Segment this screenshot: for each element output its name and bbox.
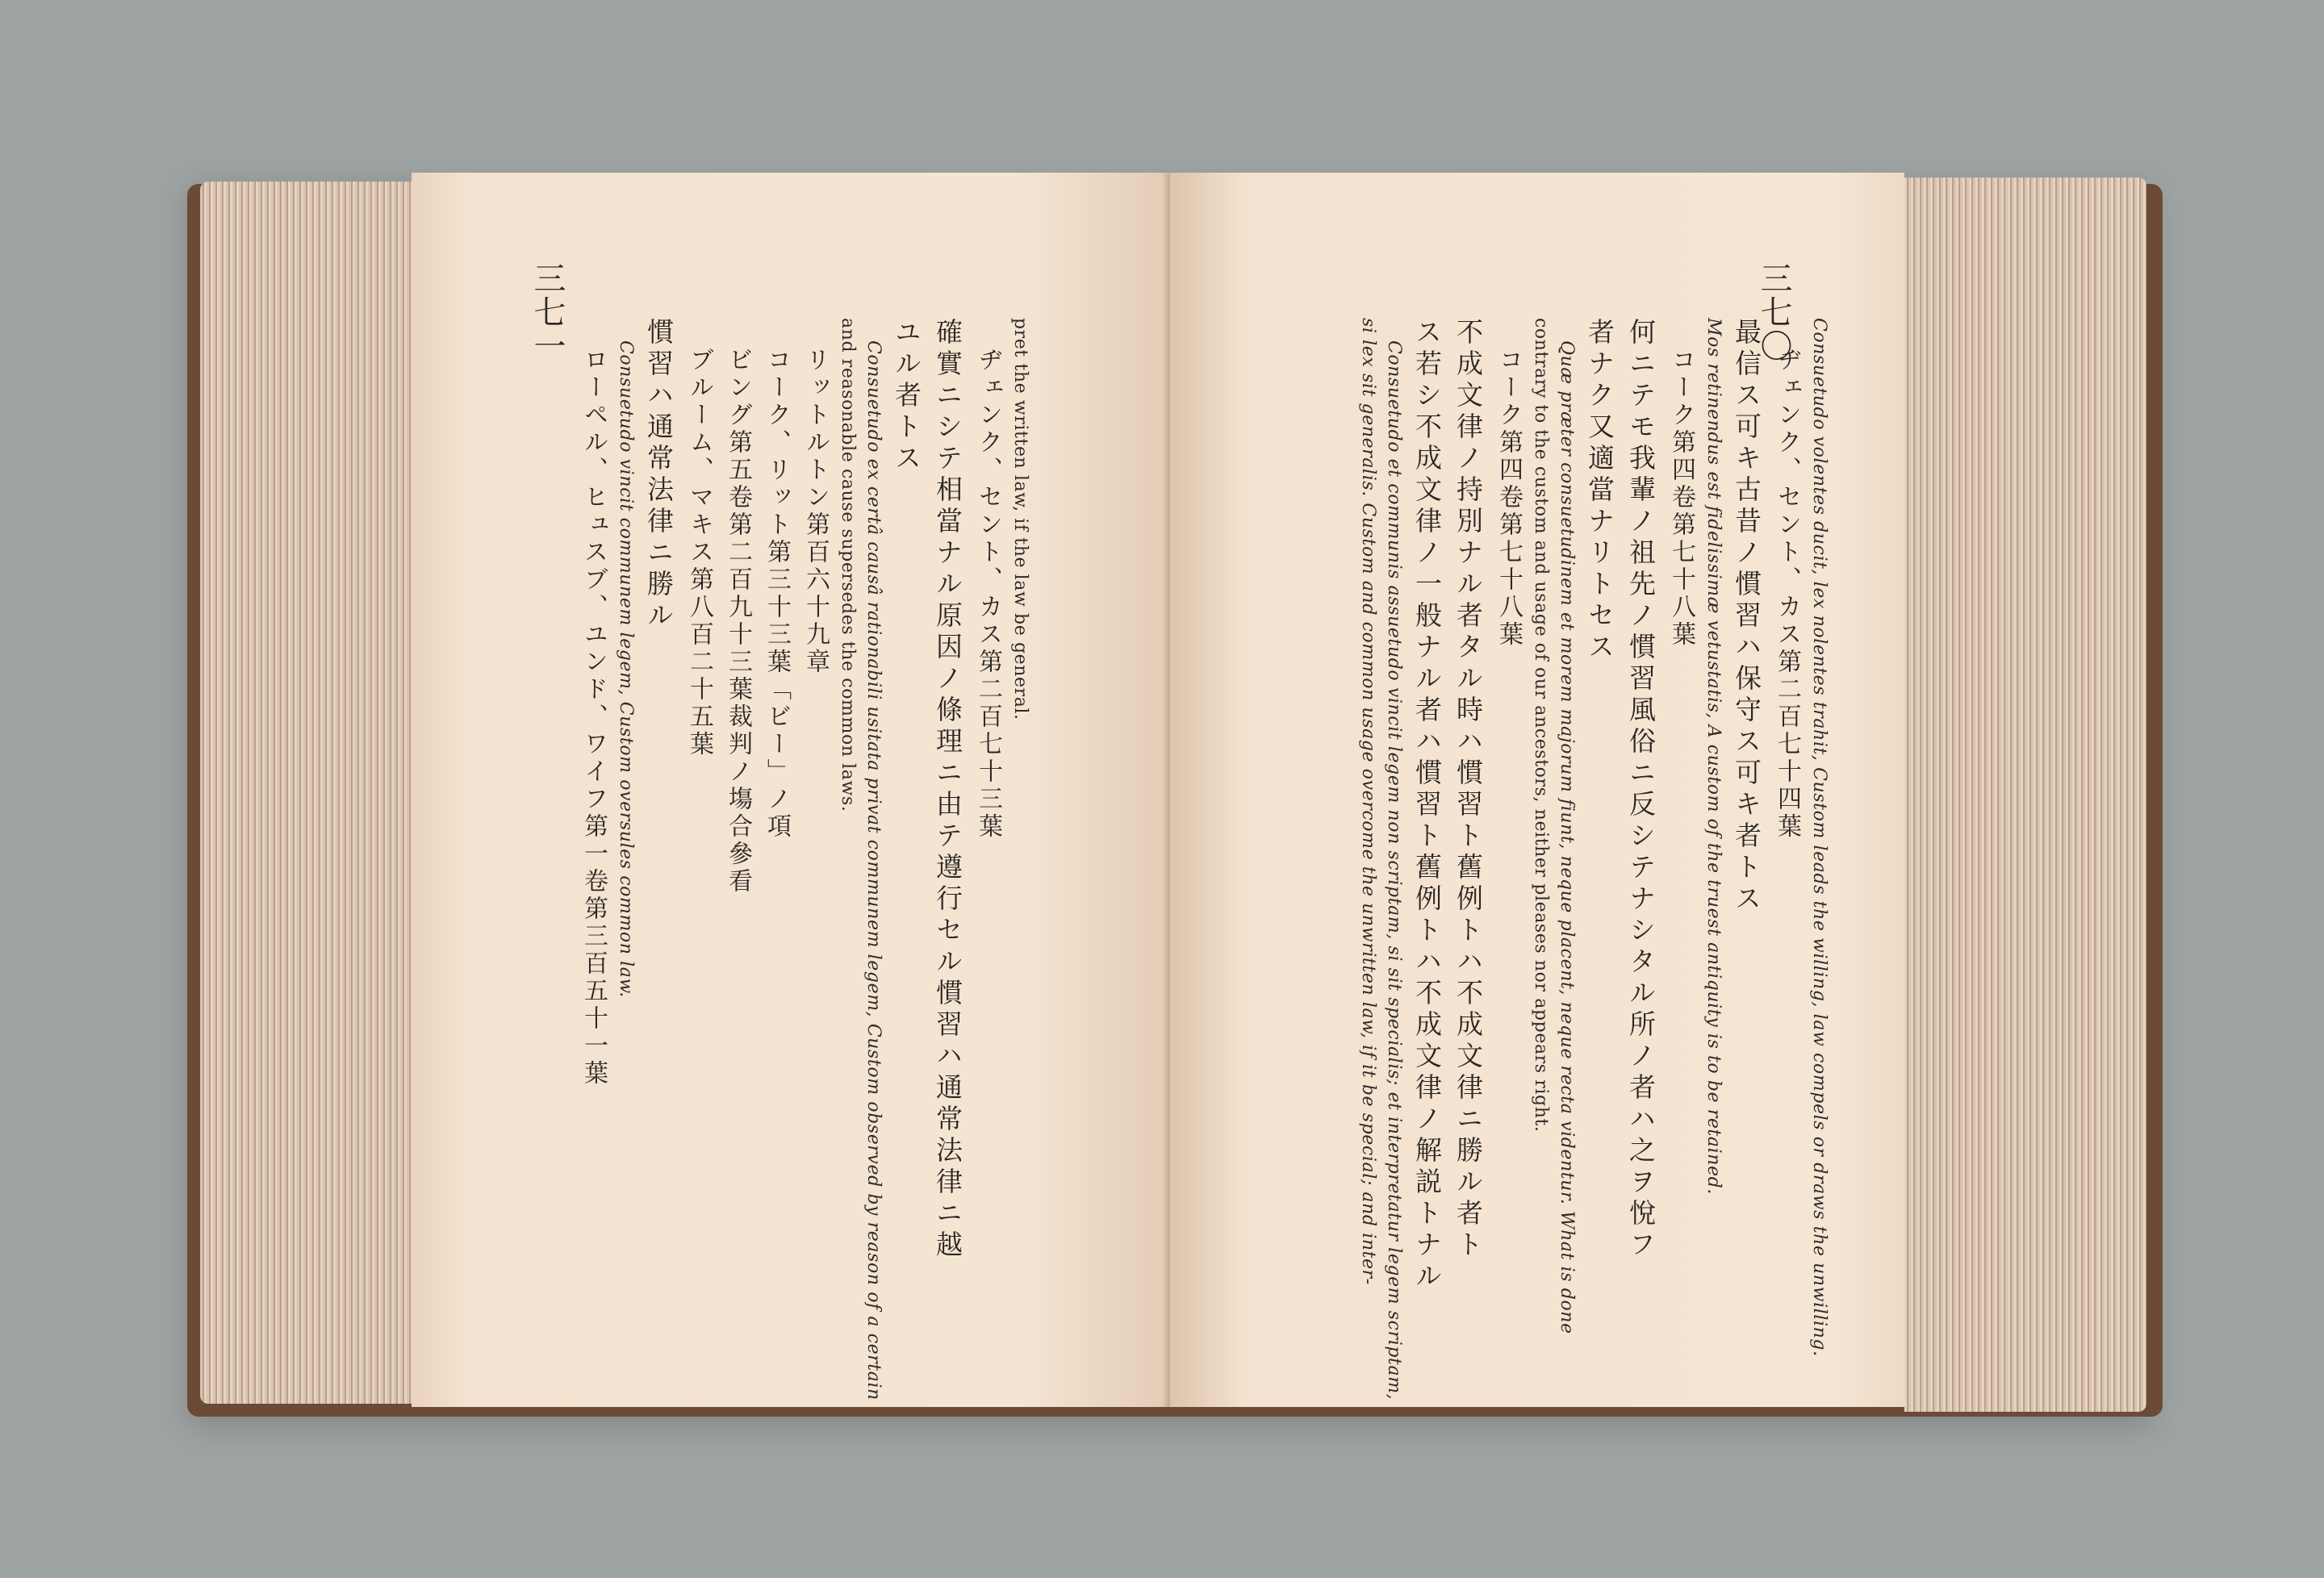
left-page-text [574, 318, 1033, 1401]
text-line: リットルトン第百六十九章 [801, 347, 830, 676]
text-line: ヂェンク、セント、カス第二百七十三葉 [974, 347, 1002, 841]
text-line: ス若シ不成文律ノ一般ナル者ハ慣習ト舊例トハ不成文律ノ解説トナル [1411, 318, 1443, 1293]
left-page [412, 173, 1170, 1407]
text-line: 最信ス可キ古昔ノ慣習ハ保守ス可キ者トス [1731, 318, 1762, 916]
text-line: 確實ニシテ相當ナル原因ノ條理ニ由テ遵行セル慣習ハ通常法律ニ越 [932, 318, 963, 1262]
text-line: pret the written law, if the law be general. [1010, 318, 1030, 720]
text-line: 不成文律ノ持別ナル者タル時ハ慣習ト舊例トハ不成文律ニ勝ル者ト [1452, 318, 1484, 1262]
text-line: 慣習ハ通常法律ニ勝ル [643, 318, 675, 632]
text-line: Mos retinendus est fidelissimæ vetustatis, A custom of the truest antiquity is to be retained. [1703, 318, 1724, 1195]
right-page-number: 三七〇 [1755, 261, 1792, 363]
text-line: Consuetudo ex certâ causâ rationabili usitata privat communem legem, Custom observed by reason of a certain [863, 340, 884, 1401]
text-line: Consuetudo et communis assuetudo vincit legem non scriptam, si sit specialis; et interpretatur legem scriptam, [1384, 340, 1404, 1401]
text-line: コーク第四卷第七十八葉 [1494, 347, 1523, 649]
text-line: Consuetudo volentes ducit, lex nolentes trahit, Custom leads the willing, law compels or draws the unwilling. [1809, 318, 1829, 1357]
text-line: コーク、リット第三十三葉「ビー」ノ項 [763, 347, 791, 841]
text-line: contrary to the custom and usage of our ancestors, neither pleases nor appears right. [1531, 318, 1551, 1133]
right-page [1170, 173, 1904, 1407]
left-page-number: 三七一 [529, 261, 566, 363]
text-line: ブルーム、マキス第八百二十五葉 [685, 347, 713, 758]
text-line: ヂェンク、セント、カス第二百七十四葉 [1773, 347, 1801, 841]
text-line: ビング第五卷第二百九十三葉裁判ノ塲合參看 [724, 347, 752, 895]
text-line: ローペル、ヒュスブ、ユンド、ワイフ第一卷第三百五十一葉 [579, 347, 608, 1087]
left-page-edges [200, 182, 426, 1404]
right-page-text [1355, 318, 1832, 1401]
text-line: 何ニテモ我輩ノ祖先ノ慣習風俗ニ反シテナシタル所ノ者ハ之ヲ悅フ [1625, 318, 1657, 1262]
text-line: 者ナク又適當ナリトセス [1584, 318, 1616, 664]
text-line: ユル者トス [891, 318, 922, 475]
right-page-edges [1904, 177, 2146, 1412]
text-line: and reasonable cause supersedes the common laws. [838, 318, 858, 812]
text-line: Quæ præter consuetudinem et morem majorum fiunt, neque placent, neque recta videntur. What is done [1557, 340, 1577, 1334]
text-line: si lex sit generalis. Custom and common usage overcome the unwritten law, if it be special; and inter- [1358, 318, 1378, 1285]
text-line: コーク第四卷第七十八葉 [1667, 347, 1695, 649]
text-line: Consuetudo vincit communem legem, Custom oversules common law. [616, 340, 636, 998]
